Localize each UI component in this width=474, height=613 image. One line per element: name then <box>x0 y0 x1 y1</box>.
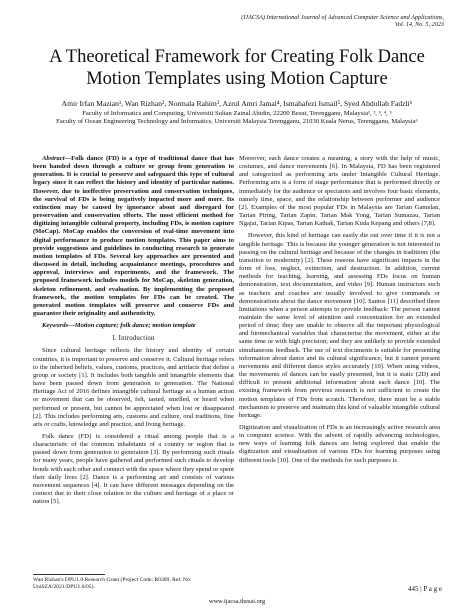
footnote-divider <box>33 574 105 575</box>
body-paragraph: Moreover, each dance creates a meaning, a story with the help of music, costumes, and dance movements [6]. In Malaysia, FD has been registered and categorized as performing arts under Intangible Cultural Heritage. Performing arts is a form of stage performance that is performed directly or immediately for the audience or spectators and involves four basic elements, namely time, space, and the relationship between performer and audience [2]. Examples of the most popular FDs in Malaysia are Tarian Gamelan, Tarian Piring, Tarian Zapin, Tarian Mak Yong, Tarian Sumazau, Tarian Ngajat, Tarian Kipas, Tarian Kathak, Tarian Kuda Kepang and others [7,8]. <box>239 155 440 228</box>
journal-header <box>164 14 444 29</box>
abstract-label: Abstract <box>42 155 65 162</box>
body-paragraph: Folk dance (FD) is considered a ritual among people that is a characteristic of the common inhabitants of a country or region that is passed down from generation to generation [3]. By performing such rituals for many years, people have gathered and performed such rituals to develop bonds with each other and connect with the space where they spend or spent their daily lives [2]. Dance is a performing art and consists of various movement sequences [4]. It can have different messages depending on the context due to their close relation to the culture and heritage of a place or nation [5]. <box>33 433 234 506</box>
journal-name: (IJACSA) International Journal of Advanced Computer Science and Applications, <box>241 14 444 21</box>
section-heading: I. Introduction <box>112 335 155 343</box>
body-paragraph: Digitization and visualization of FDs is an increasingly active research area in computer science. With the advent of rapidly advancing technologies, new ways of learning folk dances are being explored that enable the digitization and visualization of various FDs for learning purposes using different tools [10]. One of the methods for such purposes is <box>239 424 440 464</box>
affiliation-2: Faculty of Ocean Engineering Technology and Informatics, Universiti Malaysia Terengganu, 21030 Kuala Nerus, Terengganu, Malaysia⁶ <box>56 118 418 126</box>
journal-volume: Vol. 14, No. 5, 2023 <box>394 21 444 29</box>
keywords-text: —Motion capture; folk dance; motion template <box>68 322 196 330</box>
affiliations <box>30 110 444 127</box>
body-paragraph: Since cultural heritage reflects the history and identity of certain countries, it is important to preserve and conserve it. Cultural heritage refers to the inherited beliefs, values, customs, practices, and artifacts that define a group or society [1]. It includes both tangible and intangible elements that have been passed down from generation to generation. The National Heritage Act of 2016 defines intangible cultural heritage as a human action or movement that can be observed, felt, tasted, smelled, or heard when performed or present, but cannot be appreciated when lost or disappeared [2]. This includes performing arts, customs and culture, oral traditions, fine arts or crafts, knowledge and practice, and living heritage. <box>33 347 234 428</box>
abstract <box>33 155 234 318</box>
journal-website: www.ijacsa.thesai.org <box>208 598 266 605</box>
body-paragraph: However, this kind of heritage can easily die out over time if it is not a tangible heritage. This is because the younger generation is not interested in passing on the cultural heritage and because of the changes in traditions (the transition to modernity) [2]. These reasons have significant impacts in the form of loss, neglect, extinction, and destruction. In addition, current methods for teaching, learning, and assessing FDs focus on human demonstration, text documentation, and video [9]. Human instructors such as teachers and coaches are usually involved to give commands or demonstrations about the dance movement [10]. Santos [11] described three limitations when a person attempts to provide feedback: The person cannot maintain the same level of attention and concentration for an extended period of time; they are unable to observe all the important physiological and biomechanical variables that characterise the movement, either at the same time or with high precision; and they are unlikely to provide extended simultaneous feedback. The use of text documents is suitable for presenting information about dance and its cultural significance, but it cannot present movements and different dance styles accurately [10]. When using videos, the movements of dances can be easily presented, but it is static (2D) and difficult to present additional information about each dance [10]. The existing framework from previous research is not sufficient to create the motion templates of FDs from scratch. Therefore, there must be a stable mechanism to preserve and maintain this kind of valuable intangible cultural heritage. <box>239 232 440 419</box>
keywords-label: Keywords <box>42 322 69 330</box>
left-column <box>33 155 234 510</box>
page-number: 445 | P a g e <box>408 585 442 593</box>
abstract-text: —Folk dance (FD) is a type of traditional dance that has been handed down through a culture or group from generation to generation. It is crucial to preserve and safeguard this type of cultural legacy since it can reflect the history and identity of particular nations. However, due to ineffective preservation and conservation techniques, the survival of FDs is being negatively impacted more and more. Its extinction may be caused by ignorance about and disregard for preservation and conservation efforts. The most efficient method for digitizing intangible cultural property, including FDs, is motion capture (MoCap). MoCap enables the conversion of real-time movement into digital performance to produce motion templates. This paper aims to provide suggestions and guidelines in conducting research to generate motion templates of FDs. Several key approaches are presented and discussed in detail, including acquaintance meetings, procedures and approval, interviews and experiments, and the framework. The proposed framework includes models for MoCap, skeleton generation, skeleton refinement, and evaluation. By implementing the proposed framework, the motion templates for FDs can be created. The generated motion templates will preserve and conserve FDs and guarantee their originality and authenticity. <box>33 155 234 317</box>
right-column <box>239 155 440 469</box>
footnote: Wan Rizhan's DPU1.0 Research Grant (Project Code: R0309, Ref. No: UniSZA/2021/DPU1.0/05). <box>33 577 192 590</box>
author-list: Amir Irfan Mazian¹, Wan Rizhan², Normala Rahim³, Azrul Amri Jamal⁴, Ismahafezi Ismail⁵, Syed Abdullah Fadzli⁶ <box>61 99 413 108</box>
keywords <box>33 322 234 330</box>
affiliation-1: Faculty of Informatics and Computing, Universiti Sultan Zainal Abidin, 22200 Besut, Terengganu, Malaysia¹, ², ³, ⁴, ⁵ <box>82 110 392 117</box>
paper-title: A Theoretical Framework for Creating Folk Dance Motion Templates using Motion Capture <box>49 47 425 89</box>
